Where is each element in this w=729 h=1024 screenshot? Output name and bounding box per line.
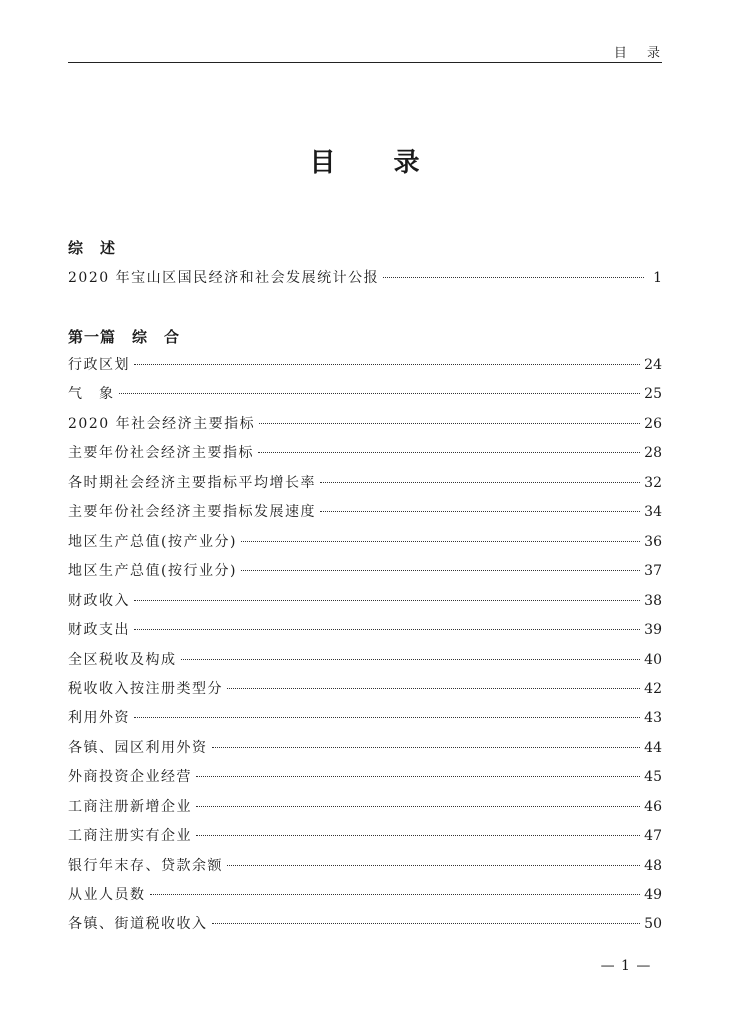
toc-entry[interactable] xyxy=(68,443,662,463)
toc-entry-title: 行政区划 xyxy=(68,357,130,373)
toc-entry-page: 48 xyxy=(644,858,662,874)
toc-entry-title: 各镇、园区利用外资 xyxy=(68,740,208,756)
dot-leader xyxy=(134,717,640,718)
dot-leader xyxy=(320,482,640,483)
dot-leader xyxy=(258,452,640,453)
toc-entry-title: 2020 年宝山区国民经济和社会发展统计公报 xyxy=(68,270,380,286)
toc-entry-page: 40 xyxy=(644,652,662,668)
dot-leader xyxy=(134,364,640,365)
toc-entry-title: 各时期社会经济主要指标平均增长率 xyxy=(68,475,316,491)
toc-entry-page: 44 xyxy=(644,740,662,756)
toc-entry[interactable] xyxy=(68,650,662,670)
toc-entry-title: 财政支出 xyxy=(68,622,130,638)
page-number: — 1 — xyxy=(600,958,652,974)
toc-entry-page: 47 xyxy=(644,828,662,844)
toc-entry-page: 39 xyxy=(644,622,662,638)
toc-entry-page: 25 xyxy=(644,386,662,402)
toc-entry-page: 34 xyxy=(644,504,662,520)
toc-entry-page: 37 xyxy=(644,563,662,579)
dot-leader xyxy=(181,659,641,660)
dot-leader xyxy=(227,865,640,866)
toc-entry[interactable] xyxy=(68,384,662,404)
toc-entry-page: 32 xyxy=(644,475,662,491)
dot-leader xyxy=(227,688,640,689)
dot-leader xyxy=(241,541,640,542)
toc-entry[interactable] xyxy=(68,738,662,758)
toc-entry-title: 银行年末存、贷款余额 xyxy=(68,858,223,874)
dot-leader xyxy=(134,629,640,630)
toc-entry-page: 49 xyxy=(644,887,662,903)
toc-entry-title: 地区生产总值(按产业分) xyxy=(68,534,237,550)
dot-leader xyxy=(134,600,640,601)
toc-entry-page: 28 xyxy=(644,445,662,461)
toc-entry-title: 从业人员数 xyxy=(68,887,146,903)
toc-entry-page: 50 xyxy=(644,916,662,932)
toc-entry-page: 43 xyxy=(644,710,662,726)
dot-leader xyxy=(383,277,644,278)
toc-entry-page: 46 xyxy=(644,799,662,815)
toc-entry[interactable] xyxy=(68,473,662,493)
toc-entry[interactable] xyxy=(68,826,662,846)
toc-entry-title: 2020 年社会经济主要指标 xyxy=(68,416,256,432)
toc-entry[interactable] xyxy=(68,767,662,787)
toc-entry-page: 26 xyxy=(644,416,662,432)
toc-entry[interactable] xyxy=(68,620,662,640)
toc-entry[interactable] xyxy=(68,532,662,552)
toc-entry-page: 42 xyxy=(644,681,662,697)
dot-leader xyxy=(196,806,640,807)
toc-entry-title: 利用外资 xyxy=(68,710,130,726)
toc-entry-title: 各镇、街道税收收入 xyxy=(68,916,208,932)
toc-entry-page: 36 xyxy=(644,534,662,550)
toc-entry-title: 全区税收及构成 xyxy=(68,652,177,668)
toc-entry-title: 地区生产总值(按行业分) xyxy=(68,563,237,579)
section-heading-overview: 综 述 xyxy=(68,239,117,257)
dot-leader xyxy=(212,747,641,748)
page-title: 目录 xyxy=(309,148,478,178)
toc-entry[interactable] xyxy=(68,414,662,434)
toc-entry-title: 主要年份社会经济主要指标 xyxy=(68,445,254,461)
section-heading-part-one: 第一篇 综 合 xyxy=(68,328,181,346)
dot-leader xyxy=(196,835,640,836)
dot-leader xyxy=(259,423,640,424)
toc-entry[interactable] xyxy=(68,885,662,905)
dot-leader xyxy=(196,776,640,777)
toc-entry-title: 外商投资企业经营 xyxy=(68,769,192,785)
toc-entry[interactable] xyxy=(68,561,662,581)
toc-entry-title: 气 象 xyxy=(68,386,115,402)
toc-entry[interactable] xyxy=(68,502,662,522)
dot-leader xyxy=(320,511,640,512)
dot-leader xyxy=(150,894,641,895)
toc-entry[interactable] xyxy=(68,268,662,288)
toc-entry[interactable] xyxy=(68,856,662,876)
toc-entry[interactable] xyxy=(68,355,662,375)
toc-entry[interactable] xyxy=(68,914,662,934)
running-header xyxy=(68,36,668,63)
toc-entry-title: 工商注册新增企业 xyxy=(68,799,192,815)
toc-entry-page: 45 xyxy=(644,769,662,785)
toc-entry-title: 工商注册实有企业 xyxy=(68,828,192,844)
toc-entry-page: 38 xyxy=(644,593,662,609)
dot-leader xyxy=(241,570,640,571)
toc-entry-title: 税收收入按注册类型分 xyxy=(68,681,223,697)
toc-entry-page: 24 xyxy=(644,357,662,373)
toc-entry[interactable] xyxy=(68,679,662,699)
toc-entry-title: 主要年份社会经济主要指标发展速度 xyxy=(68,504,316,520)
toc-entry[interactable] xyxy=(68,591,662,611)
toc-entry[interactable] xyxy=(68,708,662,728)
dot-leader xyxy=(212,923,641,924)
toc-entry-page: 1 xyxy=(653,270,662,286)
running-header-title: 目 录 xyxy=(613,46,668,61)
toc-entry[interactable] xyxy=(68,797,662,817)
toc-entry-title: 财政收入 xyxy=(68,593,130,609)
dot-leader xyxy=(119,393,641,394)
